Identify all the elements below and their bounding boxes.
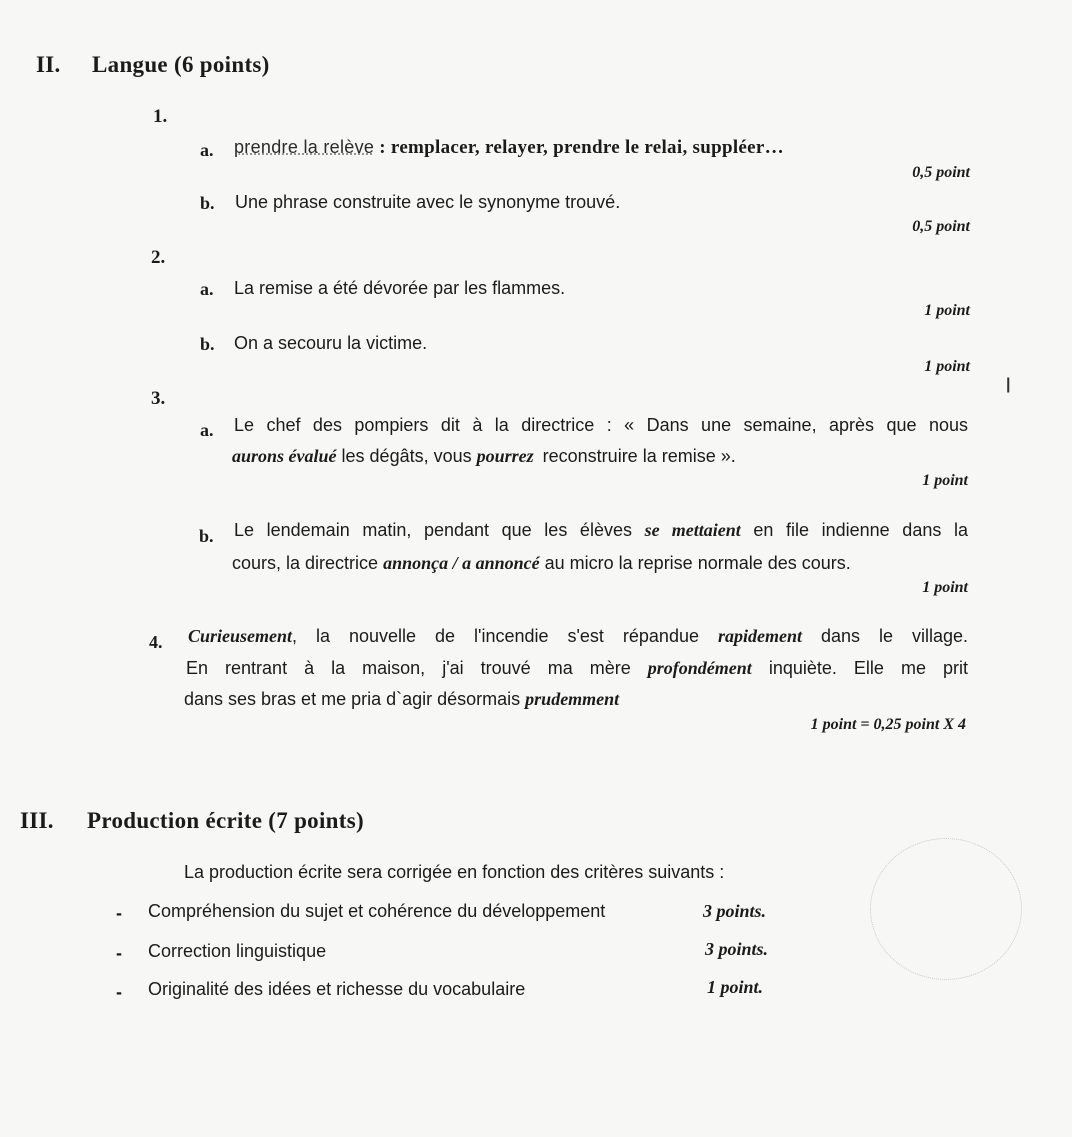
criterion-2-label: Correction linguistique — [148, 941, 327, 961]
section-3-title: Production écrite (7 points) — [87, 808, 364, 833]
section-3-number: III. — [20, 808, 54, 833]
q3b-points: 1 point — [922, 579, 968, 596]
section-3-intro: La production écrite sera corrigée en fonction des critères suivants : — [184, 862, 725, 882]
q4-adv4: prudemment — [525, 689, 620, 709]
q3b-line2 — [232, 553, 851, 574]
margin-mark: | — [1006, 376, 1011, 393]
q1b-text: Une phrase construite avec le synonyme trouvé. — [235, 192, 621, 212]
q3a-label: a. — [200, 420, 214, 440]
q3b-label: b. — [199, 526, 214, 546]
criterion-3-label: Originalité des idées et richesse du vocabulaire — [148, 979, 526, 999]
q2b-label: b. — [200, 334, 215, 354]
q3a-points: 1 point — [922, 472, 968, 489]
q3b-l1-start: Le lendemain matin, pendant que les élèves — [234, 520, 632, 540]
criterion-2-bullet: - — [116, 943, 122, 963]
q1b-points: 0,5 point — [912, 218, 970, 235]
q2b-text: On a secouru la victime. — [234, 333, 428, 353]
q3b-line1 — [234, 520, 968, 541]
q4-adv1: Curieusement — [188, 626, 293, 646]
criterion-3-bullet: - — [116, 982, 122, 1002]
q3b-verb1: se mettaient — [644, 520, 741, 540]
criterion-1-points: 3 points. — [703, 901, 767, 921]
q4-line1 — [188, 626, 968, 647]
criterion-3-points: 1 point. — [707, 977, 764, 997]
q3b-l2-start: cours, la directrice — [232, 553, 379, 573]
q1a-points: 0,5 point — [912, 164, 970, 181]
q1a-label: a. — [200, 140, 214, 160]
q4-t5: dans ses bras et me pria d`agir désormais — [184, 689, 521, 709]
q1-number: 1. — [153, 106, 168, 127]
q3a-line2 — [232, 446, 736, 467]
q2b-points: 1 point — [924, 358, 970, 375]
q3a-mid: les dégâts, vous — [341, 446, 472, 466]
q4-t2: dans le village. — [820, 626, 968, 646]
q1a-answer: : remplacer, relayer, prendre le relai, suppléer… — [379, 137, 784, 158]
q4-line2 — [186, 658, 968, 679]
q2a-text: La remise a été dévorée par les flammes. — [234, 278, 566, 298]
criterion-1-bullet: - — [116, 903, 122, 923]
q3a-line1: Le chef des pompiers dit à la directrice : « Dans une semaine, après que nous — [234, 415, 968, 435]
q4-t3: En rentrant à la maison, j'ai trouvé ma mère — [186, 658, 631, 678]
q3a-verb1: aurons évalué — [232, 446, 337, 466]
criterion-1-label: Compréhension du sujet et cohérence du développement — [148, 901, 606, 921]
q3a-verb2: pourrez — [476, 446, 534, 466]
q3b-l1-end: en file indienne dans la — [753, 520, 968, 540]
q3a-end: reconstruire la remise ». — [542, 446, 736, 466]
q3b-verb2: annonça / a annoncé — [383, 553, 540, 573]
q1b-label: b. — [200, 193, 215, 213]
q4-adv3: profondément — [647, 658, 752, 678]
q2a-points: 1 point — [924, 302, 970, 319]
section-2-number: II. — [36, 52, 61, 77]
q2-number: 2. — [151, 247, 166, 268]
q4-adv2: rapidement — [717, 626, 802, 646]
q3-number: 3. — [151, 388, 166, 409]
q1a-line — [234, 137, 784, 159]
q4-t4: inquiète. Elle me prit — [768, 658, 968, 678]
q4-number: 4. — [149, 632, 163, 652]
q3b-l2-end: au micro la reprise normale des cours. — [544, 553, 851, 573]
stamp-mark — [870, 838, 1022, 980]
q2a-label: a. — [200, 279, 214, 299]
q4-t1: , la nouvelle de l'incendie s'est répandue — [292, 626, 699, 646]
q1a-term: prendre la relève — [234, 137, 375, 157]
q4-points: 1 point = 0,25 point X 4 — [810, 716, 966, 733]
criterion-2-points: 3 points. — [705, 939, 769, 959]
q4-line3 — [184, 689, 619, 710]
section-2-title: Langue (6 points) — [92, 52, 270, 77]
